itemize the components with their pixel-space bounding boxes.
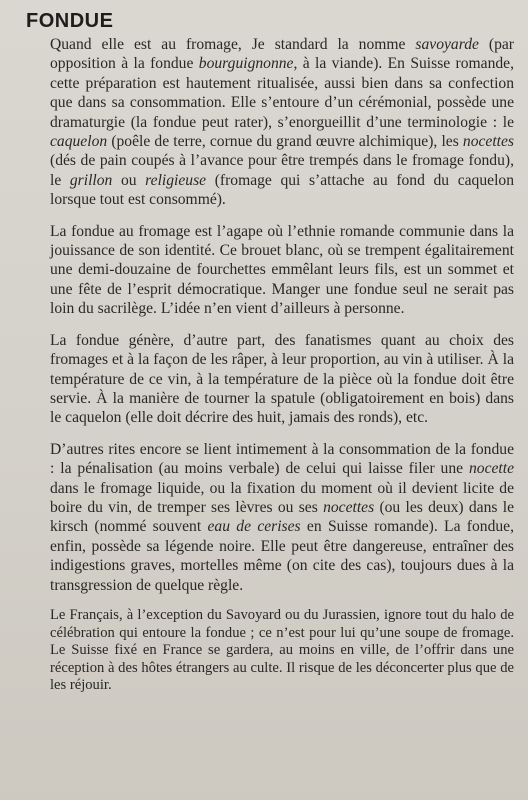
text-run: (dés de pain coupés à l’avance pour être trempés dans le fromage fondu), le [50, 152, 514, 189]
text-run: D’autres rites encore se lient intimement à la consommation de la fondue : la pénalisation (au moins verbale) de celui qui laisse filer une [50, 440, 514, 478]
text-run: La fondue génère, d’autre part, des fanatismes quant au choix des fromages et à la façon de les râper, à leur proportion, au vin à utiliser. À la température de ce vin, à la température de la pièce où la fondue doit être servie. À la manière de tourner la spatule (obligatoirement en bois) dans le caquelon (elle doit décrire des huit, jamais des ronds), etc. [50, 331, 514, 427]
italic-term: grillon [69, 171, 113, 189]
text-run: Quand elle est au fromage, Je standard la nomme [50, 36, 416, 53]
text-run: La fondue au fromage est l’agape où l’ethnie romande communie dans la jouissance de son identité. Ce brouet blanc, où se trempent égalitairement une demi-douzaine de fourchettes emmêlant leurs fils, est un sommet et une fête de l’esprit démocratique. Manger une fondue seul ne serait pas loin du sacrilège. L’idée n’en vient d’ailleurs à personne. [50, 222, 514, 318]
paragraph-4 [50, 440, 514, 595]
italic-term: eau de cerises [207, 518, 301, 536]
text-run: , à la viande). En Suisse romande, cette préparation est hautement ritualisée, aussi bien dans sa confection que dans sa consommation. Elle s’entoure d’un cérémonial, possède une dramaturgie (la fondue peut rater), s’enorgueillit d’une terminologie : le [50, 55, 514, 131]
paragraph-5 [50, 607, 514, 695]
text-run: (fromage qui s’attache au fond du caquelon lorsque tout est consommé). [50, 171, 515, 209]
italic-term: nocettes [462, 133, 514, 151]
italic-term: caquelon [50, 133, 108, 151]
italic-term: nocettes [323, 498, 375, 516]
italic-term: savoyarde [415, 36, 479, 53]
italic-term: bourguignonne [198, 55, 294, 73]
entry-heading: FONDUE [26, 10, 114, 32]
paragraph-4-text [50, 440, 514, 595]
text-run: (par opposition à la fondue [50, 36, 514, 73]
text-run: ou [112, 171, 146, 189]
paragraph-3-text [50, 331, 514, 428]
paragraph-1 [50, 35, 514, 210]
text-run: (ou les deux) dans le kirsch (nommé souvent [50, 498, 514, 536]
paragraph-5-text [50, 607, 514, 695]
italic-term: nocette [468, 460, 514, 478]
paragraph-3 [50, 331, 514, 428]
paragraph-2-text [50, 222, 514, 319]
text-run: (poêle de terre, cornue du grand œuvre alchimique), les [107, 133, 463, 151]
text-run: en Suisse romande). La fondue, enfin, possède sa légende noire. Elle peut être dangereuse, entraîner des indigestions graves, mortelles même (on cite des cas), toujours dues à la transgression de quelque règle. [50, 518, 514, 594]
text-run: Le Français, à l’exception du Savoyard ou du Jurassien, ignore tout du halo de célébration qui entoure la fondue ; ce n’est pour lui qu’une soupe de fromage. Le Suisse fixé en France se gardera, au moins en ville, de l’offrir dans une réception à des hôtes étrangers au culte. Il risque de les déconcerter plus que de les réjouir. [50, 606, 514, 694]
paragraph-2 [50, 222, 514, 319]
italic-term: religieuse [145, 171, 207, 189]
paragraph-1-text [50, 35, 514, 210]
text-run: dans le fromage liquide, ou la fixation du moment où il devient licite de boire du vin, de tremper ses lèvres ou ses [50, 479, 514, 516]
